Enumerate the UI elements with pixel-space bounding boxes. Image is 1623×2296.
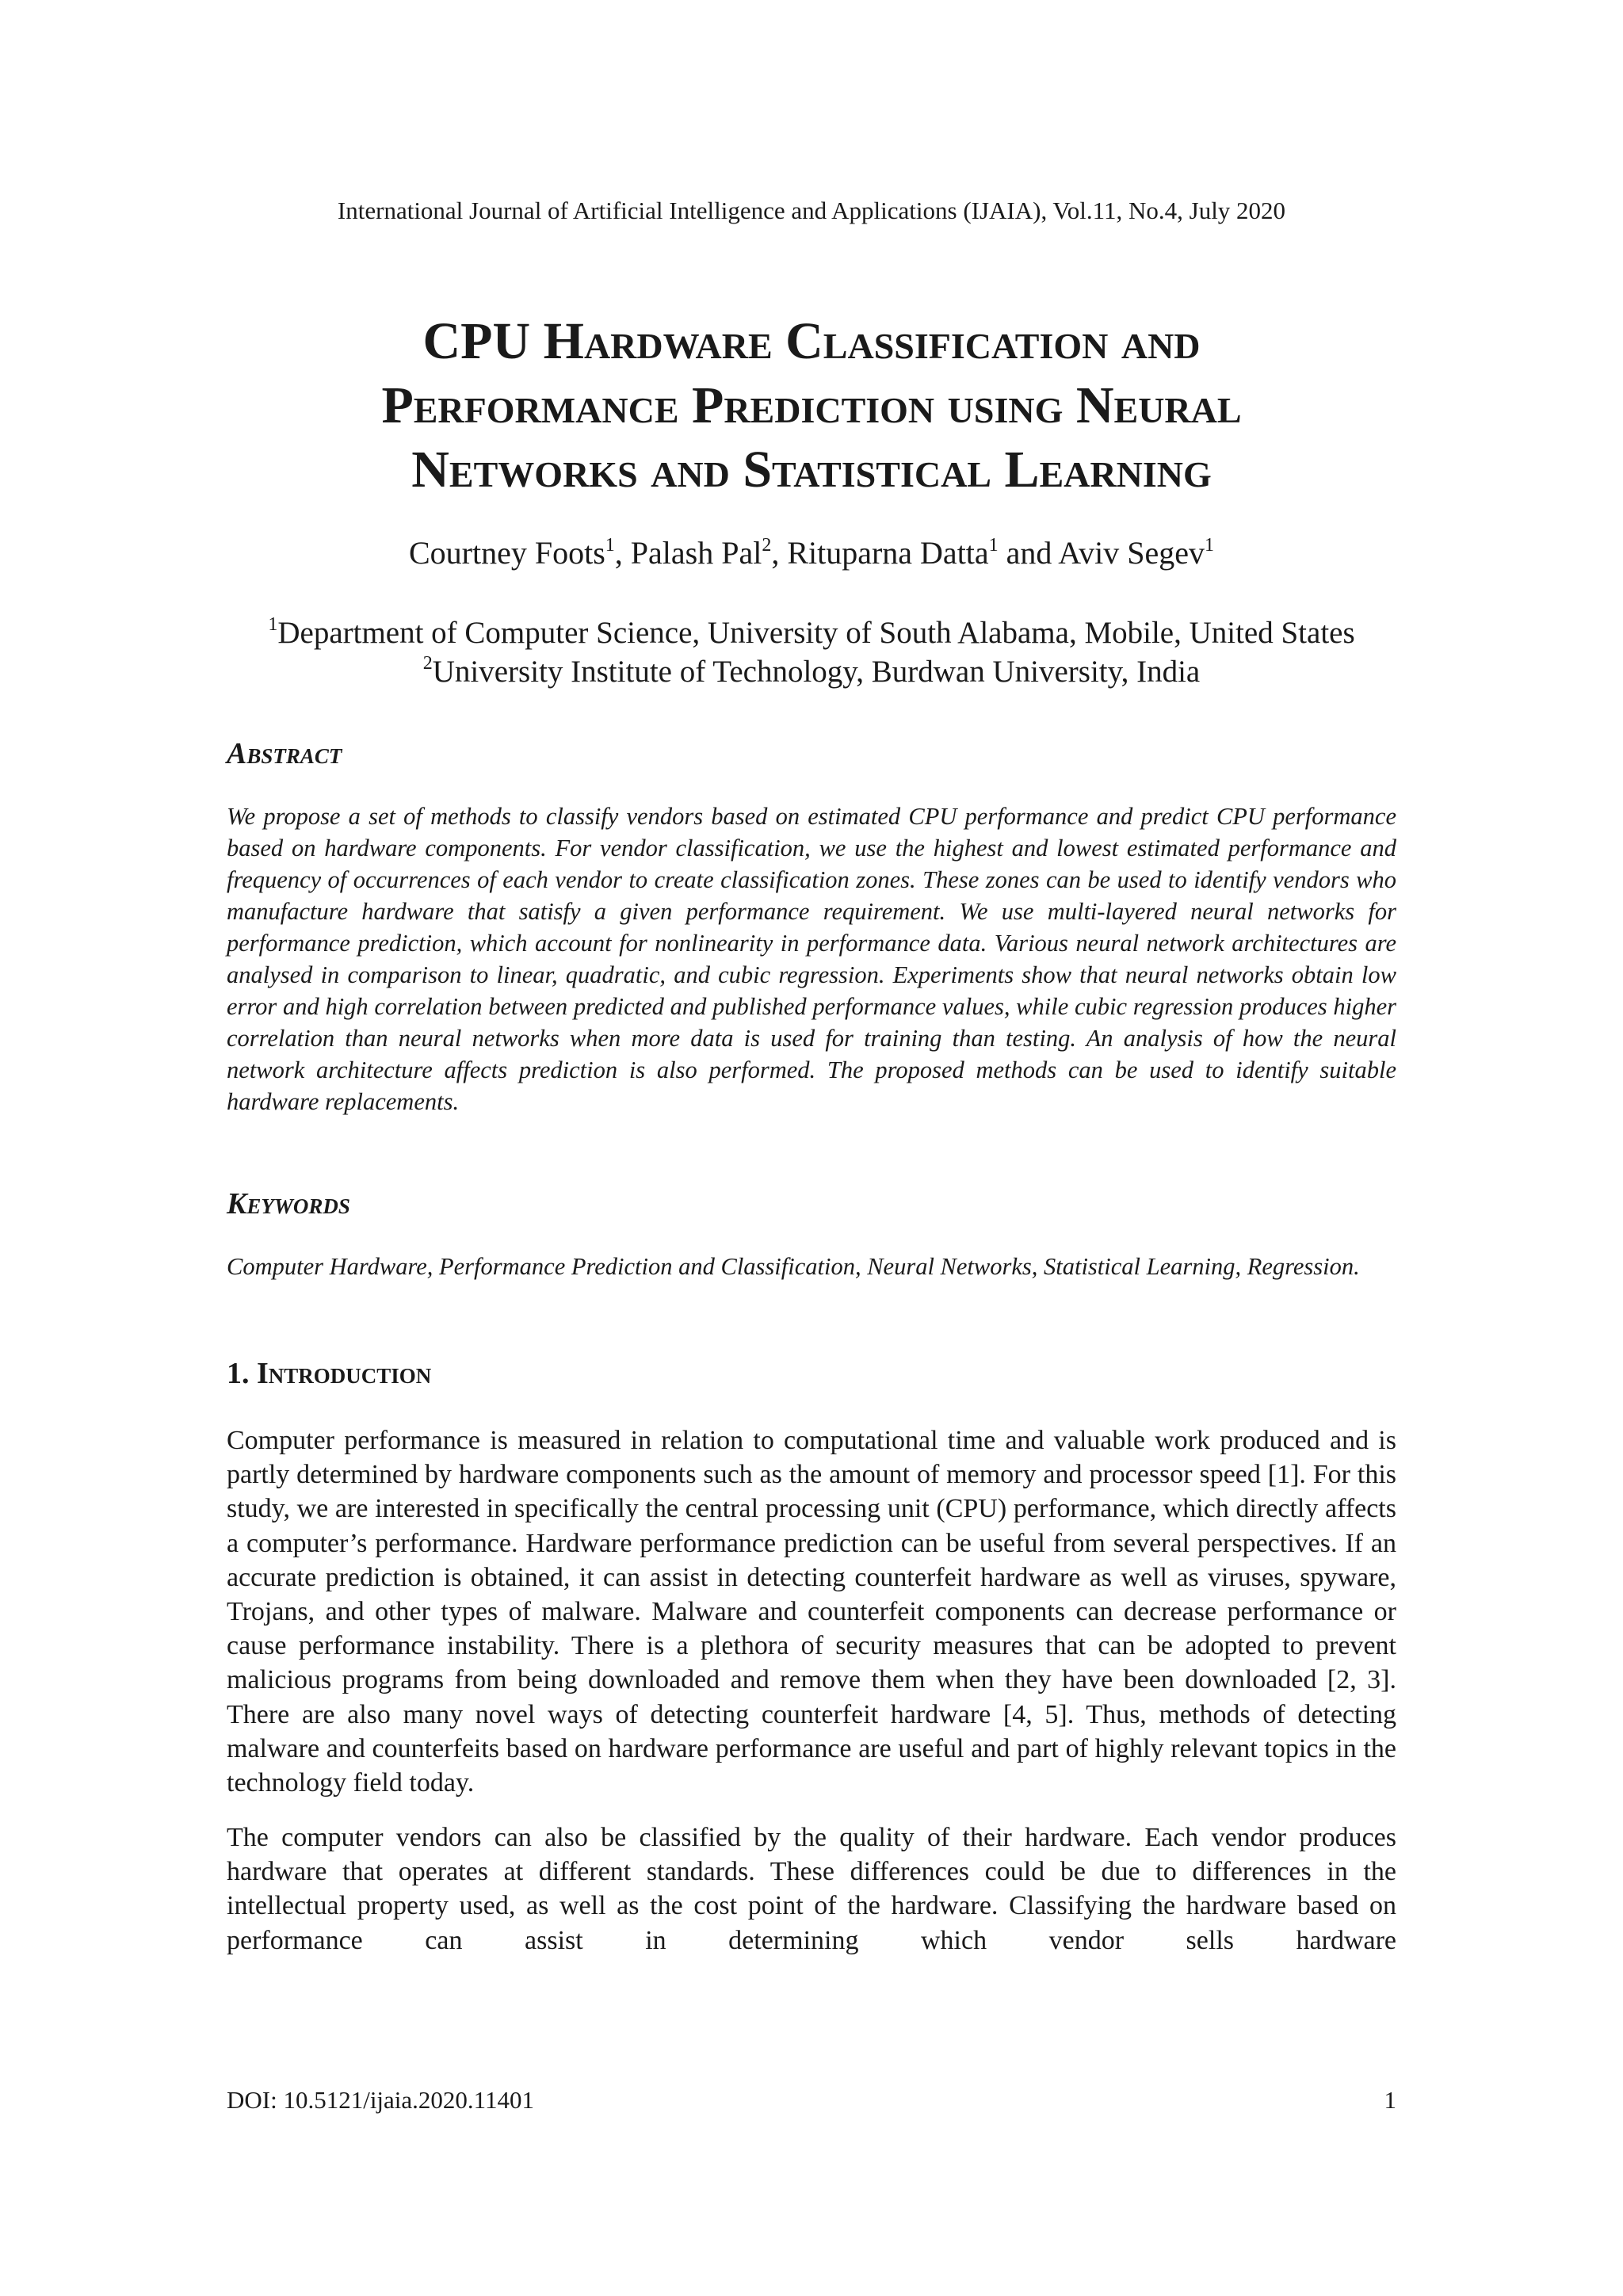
affiliation [0,613,1623,652]
author-affil-mark: 1 [988,535,999,556]
author-affil-mark: 1 [1205,535,1215,556]
keywords-text: Computer Hardware, Performance Prediction and Classification, Neural Networks, Statistical Learning, Regression. [227,1253,1360,1280]
affiliation [0,652,1623,691]
author-name: Aviv Segev [1058,535,1205,571]
footer-doi: DOI: 10.5121/ijaia.2020.11401 [227,2086,535,2114]
running-header: International Journal of Artificial Intelligence and Applications (IJAIA), Vol.11, No.4, July 2020 [337,197,1286,224]
keywords-heading: Keywords [227,1187,350,1221]
affiliation-list [0,613,1623,691]
introduction-paragraph-2: The computer vendors can also be classified by the quality of their hardware. Each vendor produces hardware that operates at different standards. These differences could be due to differences in the intellectual property used, as well as the cost point of the hardware. Classifying the hardware based on performance can assist in determining which vendor sells hardware [227,1823,1396,1955]
title-line-3: Networks and Statistical Learning [411,441,1212,499]
author-affil-mark: 2 [762,535,772,556]
affiliation-text: Department of Computer Science, University of South Alabama, Mobile, United States [277,616,1355,650]
author-name: Palash Pal [630,535,762,571]
title-line-2: Performance Prediction using Neural [381,376,1242,434]
abstract-heading: Abstract [227,737,342,770]
author-name: Courtney Foots [408,535,605,571]
introduction-paragraph-1: Computer performance is measured in relation to computational time and valuable work produced and is partly determined by hardware components such as the amount of memory and processor speed [1]. For this study, we are interested in specifically the central processing unit (CPU) performance, which directly affects a computer’s performance. Hardware performance prediction can be useful from several perspectives. If an accurate prediction is obtained, it can assist in detecting counterfeit hardware as well as viruses, spyware, Trojans, and other types of malware. Malware and counterfeit components can decrease performance or cause performance instability. There is a plethora of security measures that can be adopted to prevent malicious programs from being downloaded and remove them when they have been downloaded [2, 3]. There are also many novel ways of detecting counterfeit hardware [4, 5]. Thus, methods of detecting malware and counterfeits based on hardware performance are useful and part of highly relevant topics in the technology field today. [227,1426,1396,1798]
author-affil-mark: 1 [605,535,615,556]
paper-title [178,309,1445,502]
author-list [0,533,1623,574]
author-name: Rituparna Datta [787,535,989,571]
abstract-text: We propose a set of methods to classify vendors based on estimated CPU performance and predict CPU performance based on hardware components. For vendor classification, we use the highest and lowest estimated performance and frequency of occurrences of each vendor to create classification zones. These zones can be used to identify vendors who manufacture hardware that satisfy a given performance requirement. We use multi-layered neural networks for performance prediction, which account for nonlinearity in performance data. Various neural network architectures are analysed in comparison to linear, quadratic, and cubic regression. Experiments show that neural networks obtain low error and high correlation between predicted and published performance values, while cubic regression produces higher correlation than neural networks when more data is used for training than testing. An analysis of how the neural network architecture affects prediction is also performed. The proposed methods can be used to identify suitable hardware replacements. [227,803,1396,1115]
page-number: 1 [1384,2086,1396,2114]
author-separator: and [998,535,1059,571]
affiliation-text: University Institute of Technology, Burdwan University, India [432,655,1201,689]
author-separator: , [771,535,788,571]
title-line-1: CPU Hardware Classification and [422,312,1201,370]
affiliation-mark: 2 [422,653,433,674]
author-separator: , [614,535,631,571]
affiliation-mark: 1 [268,614,278,635]
introduction-heading: 1. Introduction [227,1357,432,1390]
